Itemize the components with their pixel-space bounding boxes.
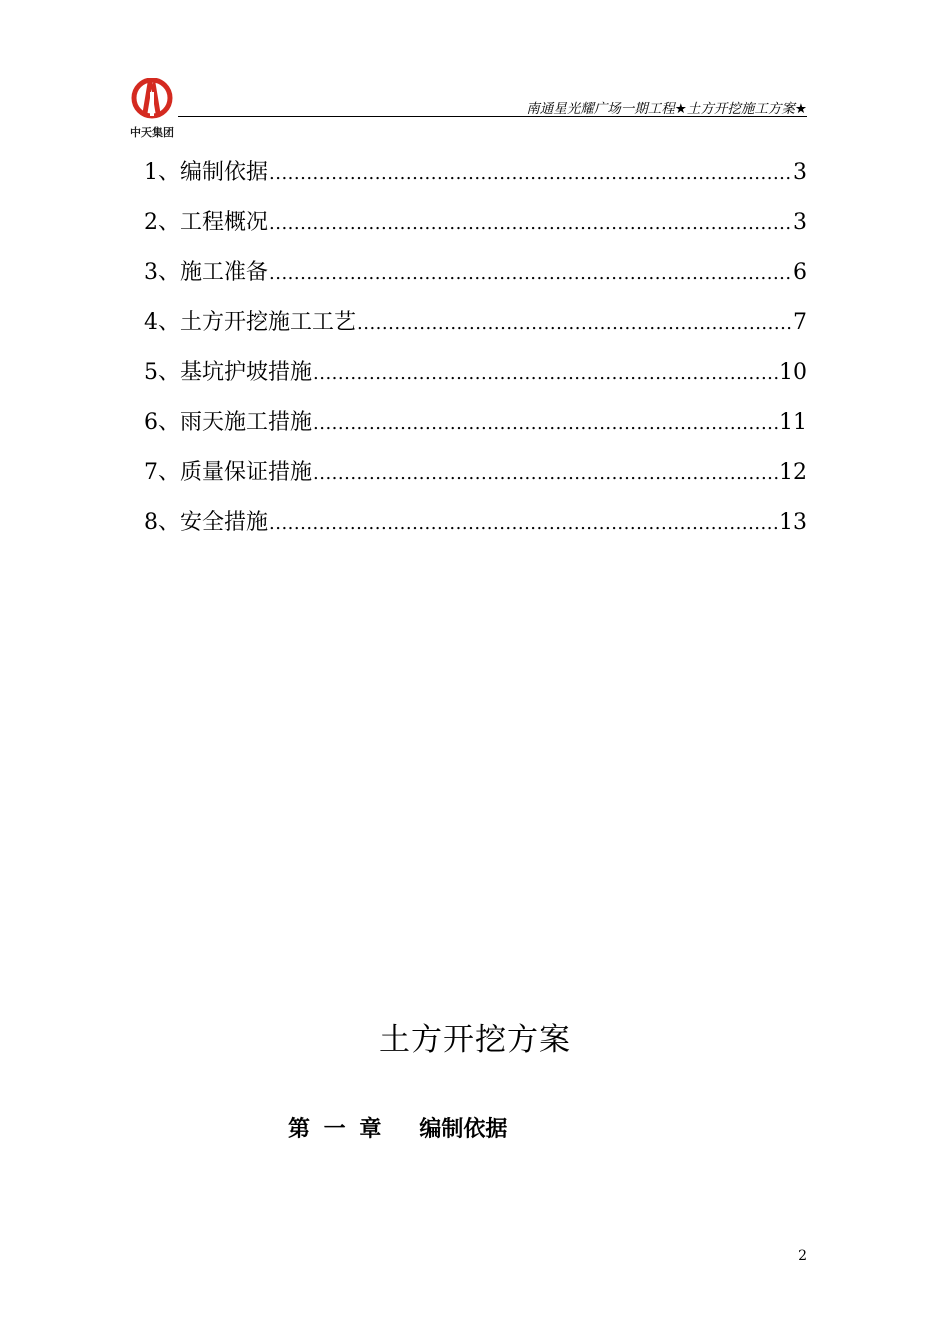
header-title: 南通星光耀广场一期工程★土方开挖施工方案★ [526, 101, 807, 117]
page-number: 2 [798, 1248, 807, 1264]
toc-dot-leader [313, 463, 778, 484]
toc-entry-page: 12 [779, 460, 807, 485]
toc-entry[interactable] [144, 255, 807, 305]
toc-entry[interactable] [144, 355, 807, 405]
toc-entry-page: 11 [779, 410, 807, 435]
logo-text: 中天集团 [130, 126, 174, 139]
toc-dot-leader [313, 413, 778, 434]
toc-dot-leader [313, 363, 778, 384]
chapter-heading [288, 1112, 507, 1143]
toc-entry-page: 6 [793, 260, 807, 285]
toc-dot-leader [269, 263, 792, 284]
table-of-contents [144, 155, 807, 555]
toc-entry-label: 2、工程概况 [144, 210, 268, 235]
toc-entry[interactable] [144, 305, 807, 355]
toc-entry[interactable] [144, 155, 807, 205]
toc-entry-label: 3、施工准备 [144, 260, 268, 285]
chapter-number: 第 一 章 [288, 1117, 382, 1142]
toc-entry-label: 6、雨天施工措施 [144, 410, 312, 435]
toc-dot-leader [269, 513, 778, 534]
toc-entry-label: 5、基坑护坡措施 [144, 360, 312, 385]
header-divider [178, 116, 807, 117]
toc-entry-label: 4、土方开挖施工工艺 [144, 310, 356, 335]
toc-entry[interactable] [144, 455, 807, 505]
toc-dot-leader [269, 213, 792, 234]
toc-entry-page: 7 [793, 310, 807, 335]
logo-emblem-icon [128, 78, 176, 120]
toc-entry-page: 3 [793, 210, 807, 235]
toc-entry-page: 13 [779, 510, 807, 535]
toc-dot-leader [269, 163, 792, 184]
company-logo [124, 78, 180, 140]
toc-entry[interactable] [144, 405, 807, 455]
toc-entry[interactable] [144, 505, 807, 555]
toc-entry-page: 10 [779, 360, 807, 385]
document-title: 土方开挖方案 [379, 1022, 571, 1058]
chapter-title: 编制依据 [419, 1117, 508, 1142]
toc-entry-page: 3 [793, 160, 807, 185]
toc-entry-label: 1、编制依据 [144, 160, 268, 185]
toc-entry[interactable] [144, 205, 807, 255]
toc-entry-label: 8、安全措施 [144, 510, 268, 535]
toc-dot-leader [357, 313, 792, 334]
toc-entry-label: 7、质量保证措施 [144, 460, 312, 485]
